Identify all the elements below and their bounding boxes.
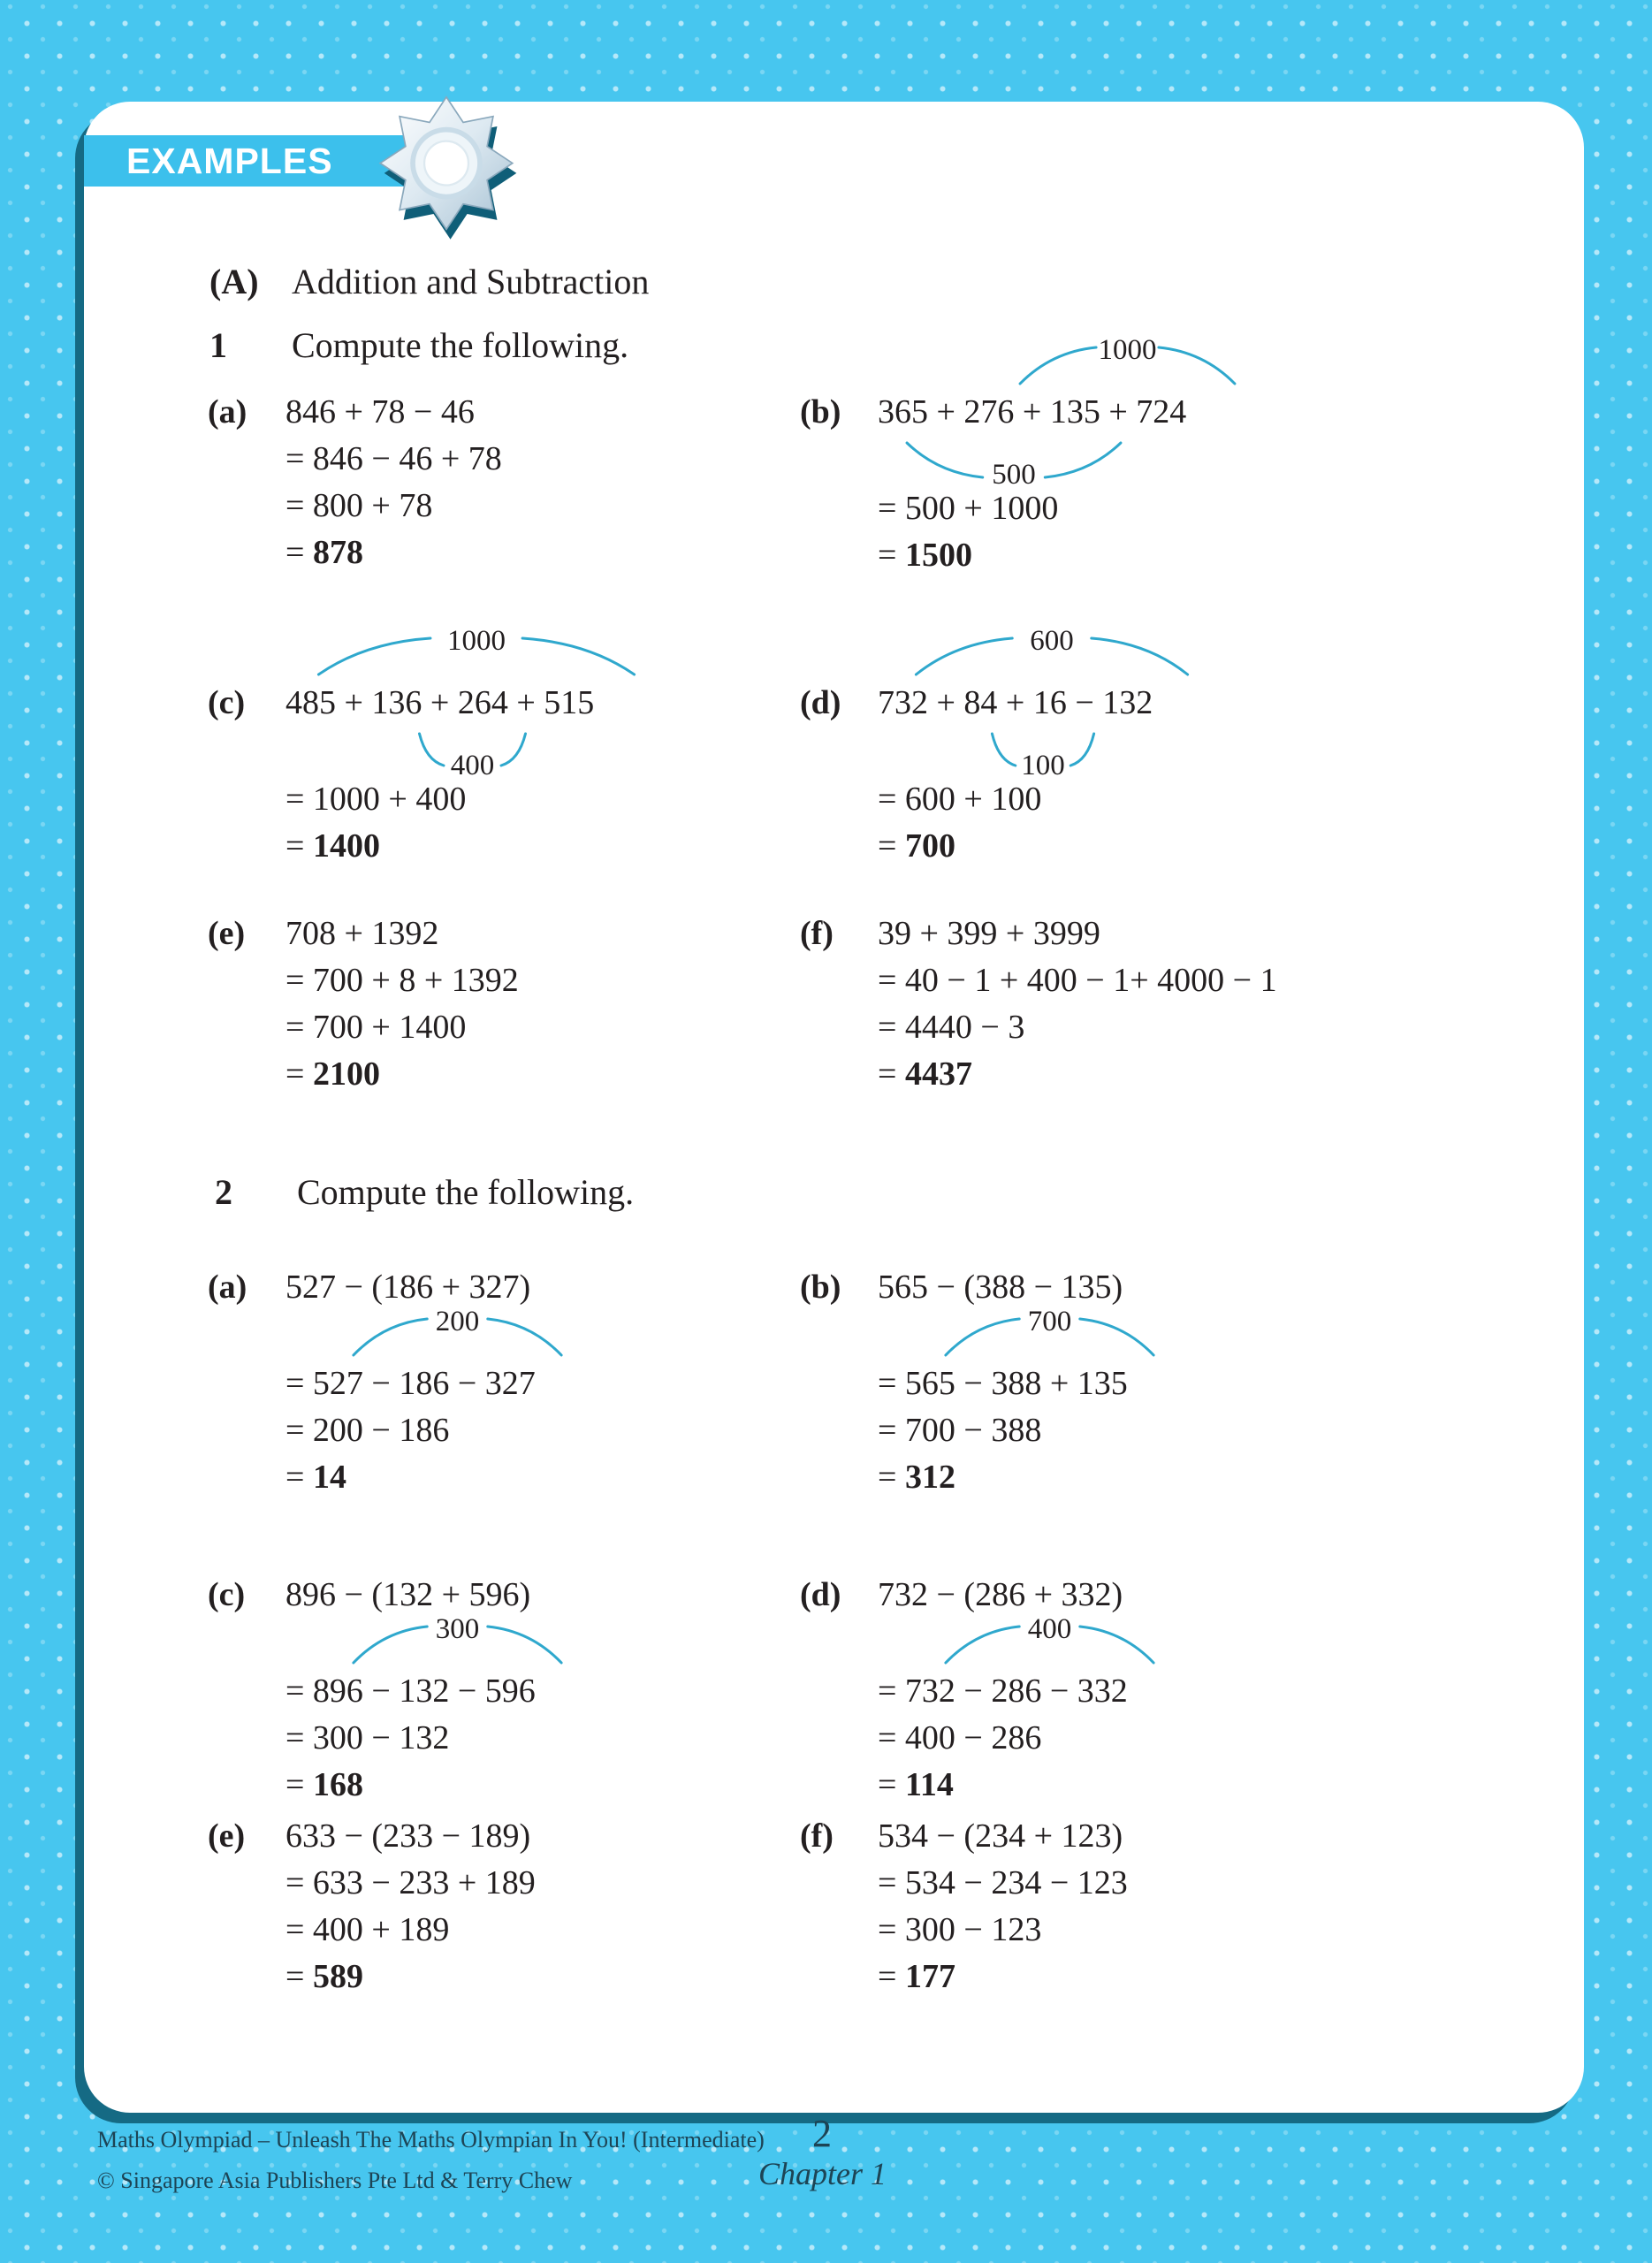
problem-label: (d) [800, 1576, 841, 1613]
expression: 896 − (132 + 596) [285, 1576, 531, 1613]
problem-2d [800, 1572, 1128, 1809]
result: = 177 [878, 1958, 955, 1995]
expression: 527 − (186 + 327) [285, 1269, 531, 1306]
problem-label: (a) [208, 393, 247, 431]
step: = 633 − 233 + 189 [285, 1864, 536, 1901]
page-number: 2 [812, 2112, 832, 2155]
sum-arc-bottom [990, 727, 1096, 781]
step: = 200 − 186 [285, 1412, 450, 1449]
result: = 114 [878, 1766, 954, 1803]
star-gear-icon-svg [376, 91, 517, 241]
step: = 40 − 1 + 400 − 1+ 4000 − 1 [878, 962, 1277, 999]
footer-copyright: © Singapore Asia Publishers Pte Ltd & Terry Chew [97, 2168, 573, 2193]
problem-label: (b) [800, 393, 841, 431]
result: = 1500 [878, 537, 972, 574]
arc-label: 300 [435, 1613, 480, 1645]
result-value: 4437 [904, 1055, 972, 1093]
chapter-label: Chapter 1 [758, 2156, 887, 2191]
sum-arc [349, 1306, 566, 1360]
problem-label: (f) [800, 1817, 834, 1855]
result: = 4437 [878, 1055, 972, 1093]
result: = 2100 [285, 1055, 380, 1093]
examples-banner [84, 135, 409, 187]
expression: 633 − (233 − 189) [285, 1817, 531, 1855]
step: = 1000 + 400 [285, 781, 467, 818]
result-value: 177 [904, 1958, 955, 1995]
sum-arc [349, 1613, 566, 1668]
arc-label: 1000 [447, 625, 506, 657]
result-value: 312 [904, 1459, 955, 1496]
expression: 565 − (388 − 135) [878, 1269, 1123, 1306]
star-gear-icon [376, 91, 517, 241]
result: = 1400 [285, 827, 380, 865]
step: = 500 + 1000 [878, 490, 1059, 527]
question-2-heading [215, 1171, 634, 1213]
problem-1d [800, 625, 1153, 870]
sum-arc-top [910, 625, 1193, 680]
problem-label: (d) [800, 684, 841, 721]
problem-label: (a) [208, 1269, 247, 1306]
step: = 4440 − 3 [878, 1009, 1025, 1046]
expression: 732 + 84 + 16 − 132 [878, 684, 1153, 721]
section-a-heading [209, 261, 649, 302]
arc-label: 400 [450, 750, 495, 781]
problem-2e [208, 1813, 536, 2000]
arc-label: 400 [1027, 1613, 1072, 1645]
arc-label: 600 [1030, 625, 1074, 657]
step: = 300 − 132 [285, 1719, 450, 1756]
problem-1b [800, 334, 1187, 579]
result-value: 878 [312, 534, 363, 571]
result-value: 14 [312, 1459, 346, 1496]
question-1-prompt: Compute the following. [292, 325, 629, 365]
expression: 485 + 136 + 264 + 515 [285, 684, 595, 721]
step: = 846 − 46 + 78 [285, 440, 502, 477]
expression: 534 − (234 + 123) [878, 1817, 1123, 1855]
result-value: 168 [312, 1766, 363, 1803]
problem-label: (c) [208, 684, 246, 721]
result: = 168 [285, 1766, 363, 1803]
result-value: 589 [312, 1958, 363, 1995]
arc-label: 1000 [1098, 334, 1157, 366]
expression: 708 + 1392 [285, 915, 439, 952]
sum-arc [941, 1613, 1158, 1668]
step: = 600 + 100 [878, 781, 1042, 818]
step: = 700 + 1400 [285, 1009, 467, 1046]
content-card [84, 102, 1584, 2113]
question-2-prompt: Compute the following. [297, 1172, 635, 1212]
problem-label: (c) [208, 1576, 246, 1613]
result: = 14 [285, 1459, 346, 1496]
problem-1c [208, 625, 595, 870]
problem-label: (e) [208, 1817, 246, 1855]
step: = 700 − 388 [878, 1412, 1042, 1449]
step: = 534 − 234 − 123 [878, 1864, 1128, 1901]
step: = 732 − 286 − 332 [878, 1672, 1128, 1710]
result-value: 1400 [312, 827, 380, 865]
result: = 312 [878, 1459, 955, 1496]
sum-arc-top [1016, 334, 1239, 389]
step: = 896 − 132 − 596 [285, 1672, 536, 1710]
problem-label: (f) [800, 915, 834, 952]
result-value: 1500 [904, 537, 972, 574]
problem-1a [208, 389, 502, 576]
footer-series-title: Maths Olympiad – Unleash The Maths Olympian In You! (Intermediate) [97, 2127, 765, 2153]
result-value: 2100 [312, 1055, 380, 1093]
problem-2b [800, 1264, 1128, 1501]
step: = 400 + 189 [285, 1911, 450, 1948]
step: = 800 + 78 [285, 487, 433, 524]
problem-2c [208, 1572, 536, 1809]
sum-arc-top [312, 625, 641, 680]
expression: 846 + 78 − 46 [285, 393, 475, 431]
expression: 365 + 276 + 135 + 724 [878, 393, 1187, 431]
question-2-number: 2 [215, 1172, 232, 1212]
question-1-number: 1 [209, 325, 227, 365]
sum-arc [941, 1306, 1158, 1360]
step: = 400 − 286 [878, 1719, 1042, 1756]
problem-label: (b) [800, 1269, 841, 1306]
step: = 700 + 8 + 1392 [285, 962, 519, 999]
expression: 732 − (286 + 332) [878, 1576, 1123, 1613]
sum-arc-bottom [417, 727, 528, 781]
problem-2a [208, 1264, 536, 1501]
question-1-heading [209, 324, 628, 366]
problem-1e [208, 911, 519, 1098]
step: = 527 − 186 − 327 [285, 1365, 536, 1402]
result-value: 700 [904, 827, 955, 865]
arc-label: 700 [1027, 1306, 1072, 1337]
problem-label: (e) [208, 915, 246, 952]
arc-label: 500 [992, 459, 1036, 491]
problem-1f [800, 911, 1277, 1098]
step: = 300 − 123 [878, 1911, 1042, 1948]
section-a-title: Addition and Subtraction [292, 262, 650, 301]
result-value: 114 [904, 1766, 954, 1803]
result: = 589 [285, 1958, 363, 1995]
problem-2f [800, 1813, 1128, 2000]
step: = 565 − 388 + 135 [878, 1365, 1128, 1402]
arc-label: 100 [1021, 750, 1065, 781]
sum-arc-bottom [902, 436, 1125, 491]
expression: 39 + 399 + 3999 [878, 915, 1100, 952]
section-a-label: (A) [209, 262, 259, 301]
examples-banner-label: EXAMPLES [126, 141, 333, 181]
result: = 878 [285, 534, 363, 571]
arc-label: 200 [435, 1306, 480, 1337]
result: = 700 [878, 827, 955, 865]
